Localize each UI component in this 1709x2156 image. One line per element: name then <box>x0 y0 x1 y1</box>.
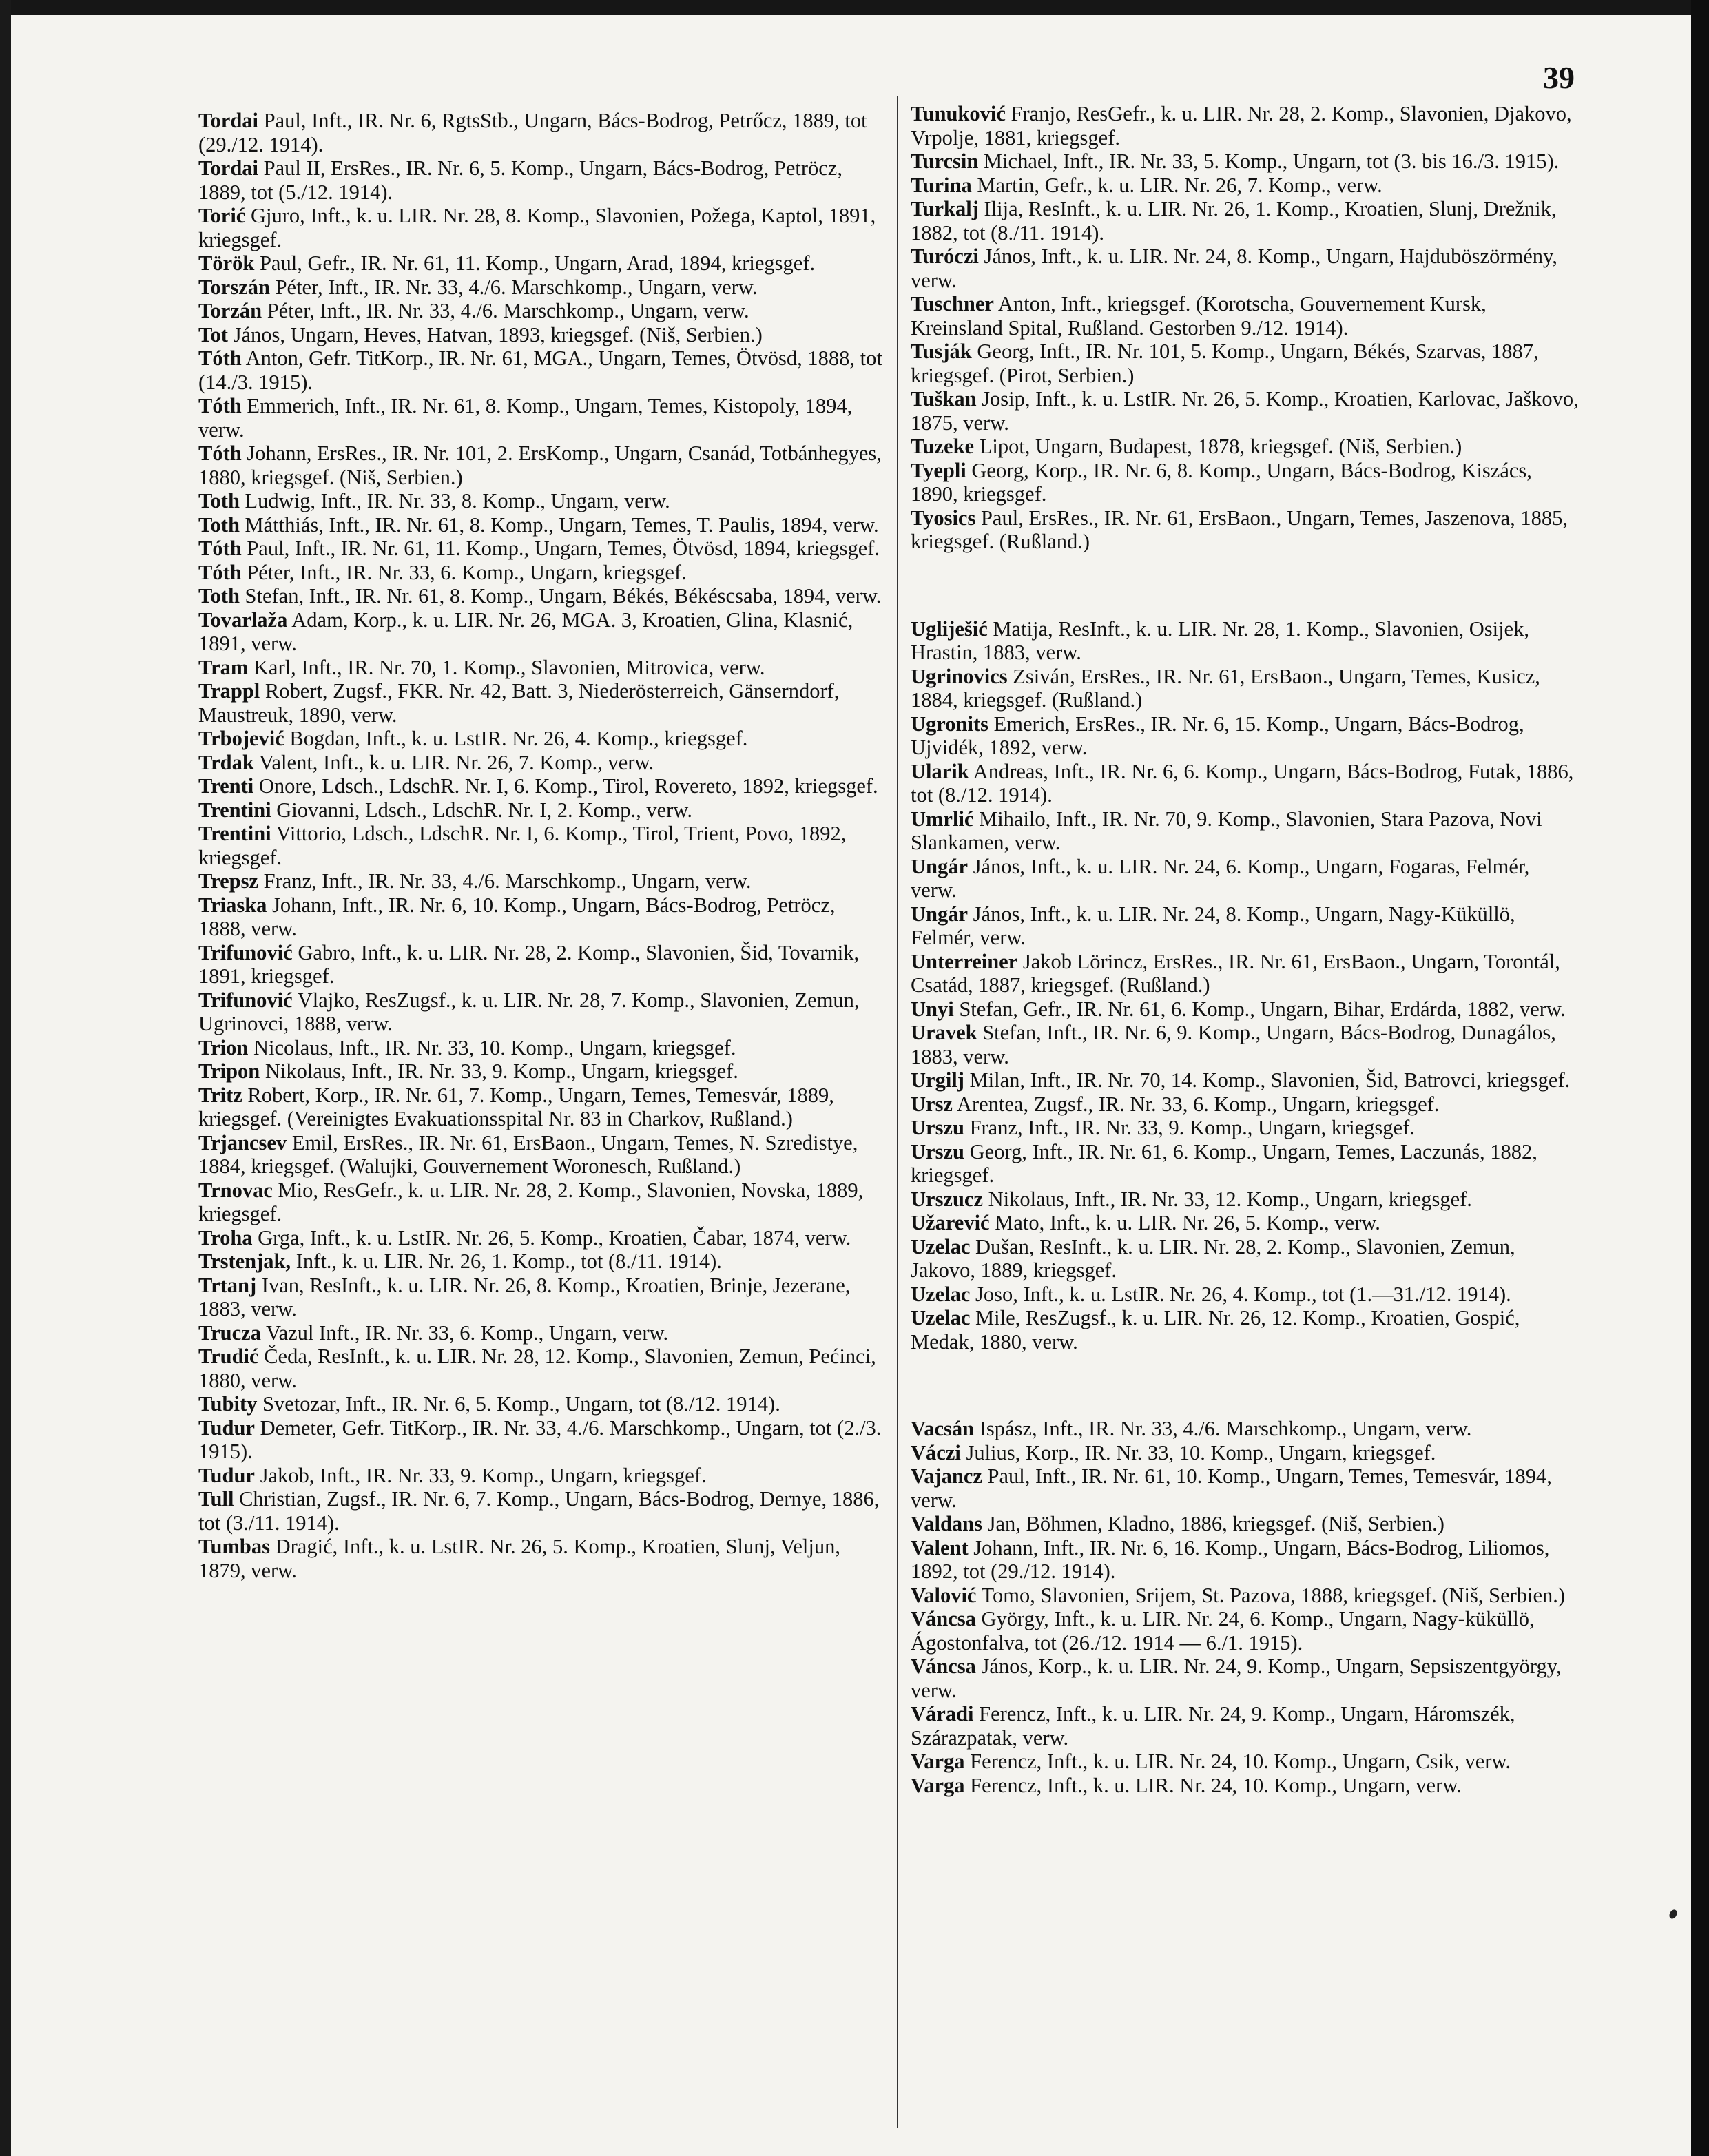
register-entry <box>911 197 1579 245</box>
entry-details: Mio, ResGefr., k. u. LIR. Nr. 28, 2. Komp., Slavonien, Novska, 1889, kriegsgef. <box>198 1178 864 1225</box>
entry-details: Nikolaus, Inft., IR. Nr. 33, 9. Komp., Ungarn, kriegsgef. <box>260 1059 738 1083</box>
register-entry <box>198 656 887 680</box>
register-entry <box>911 1584 1579 1608</box>
register-entry <box>198 251 887 276</box>
entry-details: Franjo, ResGefr., k. u. LIR. Nr. 28, 2. Komp., Slavonien, Djakovo, Vrpolje, 1881, kriegsgef. <box>911 102 1572 149</box>
entry-details: Gjuro, Inft., k. u. LIR. Nr. 28, 8. Komp., Slavonien, Požega, Kaptol, 1891, kriegsgef. <box>198 204 876 251</box>
register-entry <box>198 869 887 893</box>
entry-details: Nikolaus, Inft., IR. Nr. 33, 12. Komp., Ungarn, kriegsgef. <box>983 1187 1472 1211</box>
entry-surname: Trion <box>198 1035 249 1059</box>
register-entry <box>198 109 887 156</box>
entry-details: Paul, Inft., IR. Nr. 61, 10. Komp., Ungarn, Temes, Temesvár, 1894, verw. <box>911 1464 1552 1512</box>
register-entry <box>911 902 1579 950</box>
scan-border-top <box>0 0 1709 15</box>
entry-surname: Tudur <box>198 1463 255 1487</box>
entry-details: Vittorio, Ldsch., LdschR. Nr. I, 6. Komp., Tirol, Trient, Povo, 1892, kriegsgef. <box>198 822 847 869</box>
entry-surname: Trentini <box>198 798 271 822</box>
entry-details: Georg, Korp., IR. Nr. 6, 8. Komp., Ungarn, Bács-Bodrog, Kiszács, 1890, kriegsgef. <box>911 458 1532 506</box>
register-entry <box>198 156 887 204</box>
register-entry <box>911 1140 1579 1188</box>
register-entry <box>198 299 887 323</box>
register-entry <box>911 712 1579 760</box>
register-entry <box>198 513 887 537</box>
register-entry <box>198 1059 887 1084</box>
register-entry <box>198 822 887 869</box>
entry-details: Mato, Inft., k. u. LIR. Nr. 26, 5. Komp., verw. <box>989 1211 1380 1234</box>
entry-details: János, Inft., k. u. LIR. Nr. 24, 8. Komp., Ungarn, Nagy-Küküllö, Felmér, verw. <box>911 902 1515 949</box>
entry-surname: Tubity <box>198 1392 258 1416</box>
entry-surname: Trudić <box>198 1345 259 1368</box>
entry-surname: Tóth <box>198 394 242 417</box>
entry-details: Emmerich, Inft., IR. Nr. 61, 8. Komp., Ungarn, Temes, Kistopoly, 1894, verw. <box>198 394 853 442</box>
entry-details: Georg, Inft., IR. Nr. 101, 5. Komp., Ungarn, Békés, Szarvas, 1887, kriegsgef. (Pirot, Serbien.) <box>911 340 1539 387</box>
entry-details: Ferencz, Inft., k. u. LIR. Nr. 24, 10. Komp., Ungarn, verw. <box>964 1773 1462 1797</box>
entry-details: Johann, Inft., IR. Nr. 6, 10. Komp., Ungarn, Bács-Bodrog, Petröcz, 1888, verw. <box>198 893 836 940</box>
entry-surname: Varga <box>911 1773 965 1797</box>
entry-details: Matija, ResInft., k. u. LIR. Nr. 28, 1. Komp., Slavonien, Osijek, Hrastin, 1883, verw. <box>911 616 1529 664</box>
entry-surname: Trenti <box>198 774 254 798</box>
entry-details: Stefan, Gefr., IR. Nr. 61, 6. Komp., Ungarn, Bihar, Erdárda, 1882, verw. <box>953 997 1566 1021</box>
entry-details: Christian, Zugsf., IR. Nr. 6, 7. Komp., Ungarn, Bács-Bodrog, Dernye, 1886, tot (3./11. 1914). <box>198 1487 880 1535</box>
entry-details: Stefan, Inft., IR. Nr. 6, 9. Komp., Ungarn, Bács-Bodrog, Dunagálos, 1883, verw. <box>911 1021 1556 1068</box>
entry-details: Péter, Inft., IR. Nr. 33, 4./6. Marschkomp., Ungarn, verw. <box>262 299 749 322</box>
entry-surname: Tuschner <box>911 292 994 315</box>
register-entry <box>198 323 887 347</box>
register-entry <box>911 807 1579 855</box>
entry-surname: Tóth <box>198 442 242 465</box>
entry-details: Mihailo, Inft., IR. Nr. 70, 9. Komp., Slavonien, Stara Pazova, Novi Slankamen, verw. <box>911 807 1542 854</box>
entry-details: Jakob Lörincz, ErsRes., IR. Nr. 61, ErsBaon., Ungarn, Torontál, Csatád, 1887, kriegsgef. (Rußland.) <box>911 949 1560 997</box>
register-entry <box>198 798 887 822</box>
entry-surname: Váncsa <box>911 1607 976 1630</box>
entry-surname: Ungár <box>911 902 969 926</box>
entry-details: Michael, Inft., IR. Nr. 33, 5. Komp., Ungarn, tot (3. bis 16./3. 1915). <box>978 149 1560 173</box>
entry-details: Mile, ResZugsf., k. u. LIR. Nr. 26, 12. Komp., Kroatien, Gospić, Medak, 1880, verw. <box>911 1306 1520 1354</box>
register-entry <box>911 1211 1579 1235</box>
page-number: 39 <box>1543 60 1575 95</box>
entry-details: Nicolaus, Inft., IR. Nr. 33, 10. Komp., Ungarn, kriegsgef. <box>248 1035 736 1059</box>
entry-surname: Tram <box>198 655 249 679</box>
register-entry <box>911 292 1579 340</box>
entry-surname: Tunuković <box>911 102 1006 125</box>
entry-surname: Ugliješić <box>911 616 988 641</box>
entry-surname: Troha <box>198 1225 253 1250</box>
entry-surname: Valović <box>911 1583 977 1607</box>
entry-surname: Vacsán <box>911 1417 975 1440</box>
entry-details: János, Inft., k. u. LIR. Nr. 24, 6. Komp., Ungarn, Fogaras, Felmér, verw. <box>911 854 1530 902</box>
entry-surname: Trnovac <box>198 1178 273 1202</box>
entry-details: Dragić, Inft., k. u. LstIR. Nr. 26, 5. Komp., Kroatien, Slunj, Veljun, 1879, verw. <box>198 1535 840 1582</box>
register-entry <box>198 394 887 442</box>
register-entry <box>911 1417 1579 1441</box>
entry-surname: Török <box>198 251 255 275</box>
entry-details: János, Inft., k. u. LIR. Nr. 24, 8. Komp., Ungarn, Hajduböszörmény, verw. <box>911 245 1557 292</box>
register-entry <box>911 149 1579 174</box>
entry-details: Stefan, Inft., IR. Nr. 61, 8. Komp., Ungarn, Békés, Békéscsaba, 1894, verw. <box>239 584 882 608</box>
entry-surname: Ularik <box>911 759 969 783</box>
entry-details: Johann, ErsRes., IR. Nr. 101, 2. ErsKomp., Ungarn, Csanád, Totbánhegyes, 1880, kriegsgef. (Niš, Serbien.) <box>198 442 882 489</box>
entry-surname: Ugronits <box>911 712 988 736</box>
entry-details: Svetozar, Inft., IR. Nr. 6, 5. Komp., Ungarn, tot (8./12. 1914). <box>257 1392 780 1416</box>
register-entry <box>911 387 1579 435</box>
entry-surname: Tovarlaža <box>198 608 288 632</box>
entry-surname: Triaska <box>198 893 267 917</box>
entry-surname: Torzán <box>198 299 262 322</box>
entry-surname: Toth <box>198 512 240 537</box>
register-entry <box>198 561 887 585</box>
entry-details: Franz, Inft., IR. Nr. 33, 9. Komp., Ungarn, kriegsgef. <box>964 1116 1415 1139</box>
register-entry <box>198 204 887 251</box>
entry-details: Vazul Inft., IR. Nr. 33, 6. Komp., Ungarn, verw. <box>260 1320 669 1345</box>
entry-details: Vlajko, ResZugsf., k. u. LIR. Nr. 28, 7. Komp., Slavonien, Zemun, Ugrinovci, 1888, verw. <box>198 988 860 1035</box>
register-entry <box>911 1750 1579 1774</box>
register-entry <box>198 489 887 513</box>
register-entry <box>911 950 1579 997</box>
left-column <box>198 109 887 1582</box>
entry-surname: Trstenjak, <box>198 1250 291 1273</box>
entry-surname: Trepsz <box>198 869 258 893</box>
entry-surname: Tuškan <box>911 387 977 411</box>
entry-surname: Tumbas <box>198 1535 270 1558</box>
entry-details: Josip, Inft., k. u. LstIR. Nr. 26, 5. Komp., Kroatien, Karlovac, Jaškovo, 1875, verw. <box>911 387 1579 435</box>
entry-details: Julius, Korp., IR. Nr. 33, 10. Komp., Ungarn, kriegsgef. <box>960 1440 1436 1464</box>
register-entry <box>911 1607 1579 1655</box>
register-entry <box>911 760 1579 807</box>
register-entry <box>198 1179 887 1226</box>
entry-details: Georg, Inft., IR. Nr. 61, 6. Komp., Ungarn, Temes, Laczunás, 1882, kriegsgef. <box>911 1139 1537 1187</box>
register-entry <box>911 1116 1579 1140</box>
register-entry <box>911 1464 1579 1512</box>
entry-surname: Ursz <box>911 1092 953 1116</box>
entry-surname: Valent <box>911 1535 969 1559</box>
entry-surname: Ungár <box>911 854 969 878</box>
register-entry <box>198 893 887 941</box>
entry-details: Paul, ErsRes., IR. Nr. 61, ErsBaon., Ungarn, Temes, Jaszenova, 1885, kriegsgef. (Rußland.) <box>911 506 1568 553</box>
entry-surname: Trappl <box>198 679 260 703</box>
entry-surname: Uzelac <box>911 1282 971 1306</box>
register-entry <box>911 1188 1579 1212</box>
register-entry <box>911 1774 1579 1798</box>
register-entry <box>198 727 887 751</box>
entry-surname: Trifunović <box>198 988 293 1012</box>
entry-details: Robert, Zugsf., FKR. Nr. 42, Batt. 3, Niederösterreich, Gänserndorf, Maustreuk, 1890, verw. <box>198 679 840 727</box>
entry-surname: Turina <box>911 173 972 197</box>
ink-speck <box>1668 1908 1679 1920</box>
entry-surname: Váradi <box>911 1702 974 1725</box>
entry-details: Franz, Inft., IR. Nr. 33, 4./6. Marschkomp., Ungarn, verw. <box>258 869 752 893</box>
register-entry <box>198 1084 887 1131</box>
entry-surname: Tyosics <box>911 506 976 530</box>
entry-surname: Toth <box>198 489 240 512</box>
entry-details: Čeda, ResInft., k. u. LIR. Nr. 28, 12. Komp., Slavonien, Zemun, Pećinci, 1880, verw. <box>198 1345 876 1392</box>
register-entry <box>911 1092 1579 1117</box>
entry-details: Péter, Inft., IR. Nr. 33, 4./6. Marschkomp., Ungarn, verw. <box>269 275 758 299</box>
entry-details: Dušan, ResInft., k. u. LIR. Nr. 28, 2. Komp., Slavonien, Zemun, Jakovo, 1889, kriegsgef. <box>911 1234 1515 1282</box>
entry-details: Ferencz, Inft., k. u. LIR. Nr. 24, 9. Komp., Ungarn, Háromszék, Szárazpatak, verw. <box>911 1702 1515 1750</box>
register-entry <box>198 988 887 1036</box>
entry-surname: Torszán <box>198 275 270 299</box>
register-entry <box>198 1321 887 1345</box>
entry-details: Paul, Gefr., IR. Nr. 61, 11. Komp., Ungarn, Arad, 1894, kriegsgef. <box>254 251 816 275</box>
register-entry <box>911 1021 1579 1068</box>
entry-surname: Turkalj <box>911 197 979 220</box>
register-entry <box>911 997 1579 1022</box>
entry-details: Jakob, Inft., IR. Nr. 33, 9. Komp., Ungarn, kriegsgef. <box>254 1463 707 1487</box>
entry-surname: Tóth <box>198 537 242 560</box>
entry-surname: Urszu <box>911 1116 964 1139</box>
entry-surname: Tóth <box>198 560 242 584</box>
entry-details: János, Korp., k. u. LIR. Nr. 24, 9. Komp., Ungarn, Sepsiszentgyörgy, verw. <box>911 1655 1562 1702</box>
entry-surname: Tripon <box>198 1059 260 1083</box>
entry-surname: Trjancsev <box>198 1130 287 1154</box>
entry-surname: Vajancz <box>911 1464 982 1488</box>
entry-surname: Tordai <box>198 109 259 132</box>
scan-border-left <box>0 0 11 2156</box>
entry-details: Inft., k. u. LIR. Nr. 26, 1. Komp., tot (8./11. 1914). <box>291 1250 722 1273</box>
entry-details: Paul, Inft., IR. Nr. 61, 11. Komp., Ungarn, Temes, Ötvösd, 1894, kriegsgef. <box>241 537 880 560</box>
register-entry <box>198 679 887 727</box>
entry-details: Paul, Inft., IR. Nr. 6, RgtsStb., Ungarn, Bács-Bodrog, Petrőcz, 1889, tot (29./12. 1914). <box>198 109 867 156</box>
register-entry <box>198 1416 887 1464</box>
entry-surname: Ugrinovics <box>911 664 1008 688</box>
entry-surname: Unterreiner <box>911 949 1018 973</box>
register-entry <box>911 1283 1579 1307</box>
register-entry <box>911 245 1579 292</box>
entry-details: Ispász, Inft., IR. Nr. 33, 4./6. Marschkomp., Ungarn, verw. <box>974 1417 1472 1440</box>
register-entry <box>911 1655 1579 1702</box>
entry-details: Péter, Inft., IR. Nr. 33, 6. Komp., Ungarn, kriegsgef. <box>241 560 687 584</box>
register-entry <box>911 506 1579 554</box>
entry-surname: Tuzeke <box>911 435 975 458</box>
register-entry <box>198 1250 887 1274</box>
column-divider <box>897 96 898 2128</box>
entry-details: Ferencz, Inft., k. u. LIR. Nr. 24, 10. Komp., Ungarn, Csik, verw. <box>964 1750 1511 1773</box>
entry-surname: Turcsin <box>911 149 979 173</box>
entry-details: Grga, Inft., k. u. LstIR. Nr. 26, 5. Komp., Kroatien, Čabar, 1874, verw. <box>252 1225 851 1250</box>
register-entry <box>911 1306 1579 1354</box>
register-entry <box>911 435 1579 459</box>
entry-details: Lipot, Ungarn, Budapest, 1878, kriegsgef. (Niš, Serbien.) <box>974 435 1462 458</box>
entry-details: Jan, Böhmen, Kladno, 1886, kriegsgef. (Niš, Serbien.) <box>982 1512 1444 1535</box>
entry-details: Anton, Inft., kriegsgef. (Korotscha, Gouvernement Kursk, Kreinsland Spital, Rußland. Gestorben 9./12. 1914). <box>911 292 1487 340</box>
entry-surname: Váncsa <box>911 1655 976 1678</box>
register-entry <box>198 537 887 561</box>
register-entry <box>198 941 887 988</box>
entry-surname: Tyepli <box>911 458 966 482</box>
entry-details: Milan, Inft., IR. Nr. 70, 14. Komp., Slavonien, Šid, Batrovci, kriegsgef. <box>964 1068 1571 1092</box>
entry-details: Ivan, ResInft., k. u. LIR. Nr. 26, 8. Komp., Kroatien, Brinje, Jezerane, 1883, verw. <box>198 1273 851 1320</box>
register-entry <box>911 1441 1579 1465</box>
entry-surname: Užarević <box>911 1211 990 1234</box>
entry-details: Demeter, Gefr. TitKorp., IR. Nr. 33, 4./6. Marschkomp., Ungarn, tot (2./3. 1915). <box>198 1416 882 1463</box>
entry-details: Emerich, ErsRes., IR. Nr. 6, 15. Komp., Ungarn, Bács-Bodrog, Ujvidék, 1892, verw. <box>911 712 1524 759</box>
entry-details: Ilija, ResInft., k. u. LIR. Nr. 26, 1. Komp., Kroatien, Slunj, Drežnik, 1882, tot (8./11. 1914). <box>911 197 1557 245</box>
entry-surname: Tordai <box>198 156 259 180</box>
register-entry <box>198 608 887 656</box>
entry-details: Onore, Ldsch., LdschR. Nr. I, 6. Komp., Tirol, Rovereto, 1892, kriegsgef. <box>253 774 878 798</box>
entry-surname: Tot <box>198 322 228 346</box>
register-entry <box>198 276 887 300</box>
entry-details: Giovanni, Ldsch., LdschR. Nr. I, 2. Komp., verw. <box>271 798 692 822</box>
entry-surname: Váczi <box>911 1440 961 1464</box>
entry-details: Anton, Gefr. TitKorp., IR. Nr. 61, MGA., Ungarn, Temes, Ötvösd, 1888, tot (14./3. 1915). <box>198 346 882 394</box>
entry-surname: Tull <box>198 1487 234 1511</box>
entry-surname: Uravek <box>911 1021 977 1044</box>
entry-surname: Trifunović <box>198 940 293 964</box>
entry-surname: Uzelac <box>911 1306 971 1329</box>
register-entry <box>911 855 1579 902</box>
entry-details: Mátthiás, Inft., IR. Nr. 61, 8. Komp., Ungarn, Temes, T. Paulis, 1894, verw. <box>239 512 879 537</box>
register-entry <box>198 1535 887 1582</box>
entry-surname: Trbojević <box>198 727 284 750</box>
register-entry <box>198 1036 887 1060</box>
entry-surname: Urszucz <box>911 1187 984 1211</box>
entry-surname: Trtanj <box>198 1273 257 1297</box>
entry-details: Joso, Inft., k. u. LstIR. Nr. 26, 4. Komp., tot (1.—31./12. 1914). <box>970 1282 1511 1306</box>
scan-border-right <box>1691 0 1709 2156</box>
entry-surname: Tritz <box>198 1083 242 1107</box>
entry-details: Paul II, ErsRes., IR. Nr. 6, 5. Komp., Ungarn, Bács-Bodrog, Petröcz, 1889, tot (5./12. 1914). <box>198 156 842 204</box>
entry-details: Tomo, Slavonien, Srijem, St. Pazova, 1888, kriegsgef. (Niš, Serbien.) <box>976 1583 1566 1607</box>
entry-details: Emil, ErsRes., IR. Nr. 61, ErsBaon., Ungarn, Temes, N. Szredistye, 1884, kriegsgef. (Walujki, Gouvernement Woronesch, Rußland.) <box>198 1130 858 1178</box>
register-entry <box>198 751 887 775</box>
register-entry <box>911 102 1579 149</box>
entry-surname: Tusják <box>911 340 972 363</box>
entry-surname: Uzelac <box>911 1234 971 1258</box>
register-entry <box>198 442 887 489</box>
register-entry <box>198 1392 887 1416</box>
register-entry <box>911 617 1579 665</box>
register-entry <box>198 346 887 394</box>
entry-surname: Unyi <box>911 997 954 1021</box>
entry-details: Johann, Inft., IR. Nr. 6, 16. Komp., Ungarn, Bács-Bodrog, Liliomos, 1892, tot (29./12. 1914). <box>911 1535 1550 1583</box>
entry-surname: Toth <box>198 584 240 608</box>
entry-details: Gabro, Inft., k. u. LIR. Nr. 28, 2. Komp., Slavonien, Šid, Tovarnik, 1891, kriegsgef. <box>198 940 860 988</box>
entry-details: Robert, Korp., IR. Nr. 61, 7. Komp., Ungarn, Temes, Temesvár, 1889, kriegsgef. (Vereinigtes Evakuationsspital Nr. 83 in Charkov, Rußland.) <box>198 1083 834 1130</box>
register-entry <box>198 1131 887 1179</box>
register-entry <box>911 1702 1579 1750</box>
entry-surname: Tóth <box>198 346 242 370</box>
entry-details: Martin, Gefr., k. u. LIR. Nr. 26, 7. Komp., verw. <box>971 173 1382 197</box>
entry-surname: Trucza <box>198 1320 261 1345</box>
entry-surname: Turóczi <box>911 245 979 268</box>
register-entry <box>911 1512 1579 1536</box>
register-entry <box>911 665 1579 712</box>
entry-details: Ludwig, Inft., IR. Nr. 33, 8. Komp., Ungarn, verw. <box>239 489 670 512</box>
register-entry <box>198 1274 887 1321</box>
register-entry <box>911 459 1579 506</box>
entry-details: György, Inft., k. u. LIR. Nr. 24, 6. Komp., Ungarn, Nagy-küküllö, Ágostonfalva, tot (26./12. 1914 — 6./1. 1915). <box>911 1607 1535 1655</box>
entry-details: Arentea, Zugsf., IR. Nr. 33, 6. Komp., Ungarn, kriegsgef. <box>952 1092 1440 1116</box>
entry-surname: Urgilj <box>911 1068 964 1092</box>
entry-surname: Trdak <box>198 750 254 774</box>
entry-surname: Umrlić <box>911 807 974 831</box>
register-entry <box>198 1487 887 1535</box>
entry-details: Zsiván, ErsRes., IR. Nr. 61, ErsBaon., Ungarn, Temes, Kusicz, 1884, kriegsgef. (Rußland.) <box>911 664 1540 712</box>
entry-surname: Trentini <box>198 822 271 845</box>
register-entry <box>198 1226 887 1250</box>
entry-details: Karl, Inft., IR. Nr. 70, 1. Komp., Slavonien, Mitrovica, verw. <box>248 655 765 679</box>
entry-details: Valent, Inft., k. u. LIR. Nr. 26, 7. Komp., verw. <box>253 750 654 774</box>
register-entry <box>198 1345 887 1392</box>
register-entry <box>911 1536 1579 1584</box>
register-entry <box>911 174 1579 198</box>
register-entry <box>911 1068 1579 1092</box>
entry-surname: Varga <box>911 1750 965 1773</box>
entry-details: Bogdan, Inft., k. u. LstIR. Nr. 26, 4. Komp., kriegsgef. <box>284 727 748 750</box>
register-entry <box>198 1464 887 1488</box>
right-column <box>911 102 1579 1797</box>
register-entry <box>198 774 887 798</box>
entry-details: Andreas, Inft., IR. Nr. 6, 6. Komp., Ungarn, Bács-Bodrog, Futak, 1886, tot (8./12. 1914). <box>911 759 1574 807</box>
entry-details: Adam, Korp., k. u. LIR. Nr. 26, MGA. 3, Kroatien, Glina, Klasnić, 1891, verw. <box>198 608 853 655</box>
register-entry <box>911 1235 1579 1283</box>
entry-details: János, Ungarn, Heves, Hatvan, 1893, kriegsgef. (Niš, Serbien.) <box>227 322 763 346</box>
entry-surname: Valdans <box>911 1512 982 1535</box>
register-entry <box>198 584 887 608</box>
entry-surname: Urszu <box>911 1139 964 1163</box>
register-entry <box>911 340 1579 387</box>
entry-surname: Torić <box>198 204 246 227</box>
entry-surname: Tudur <box>198 1416 255 1440</box>
